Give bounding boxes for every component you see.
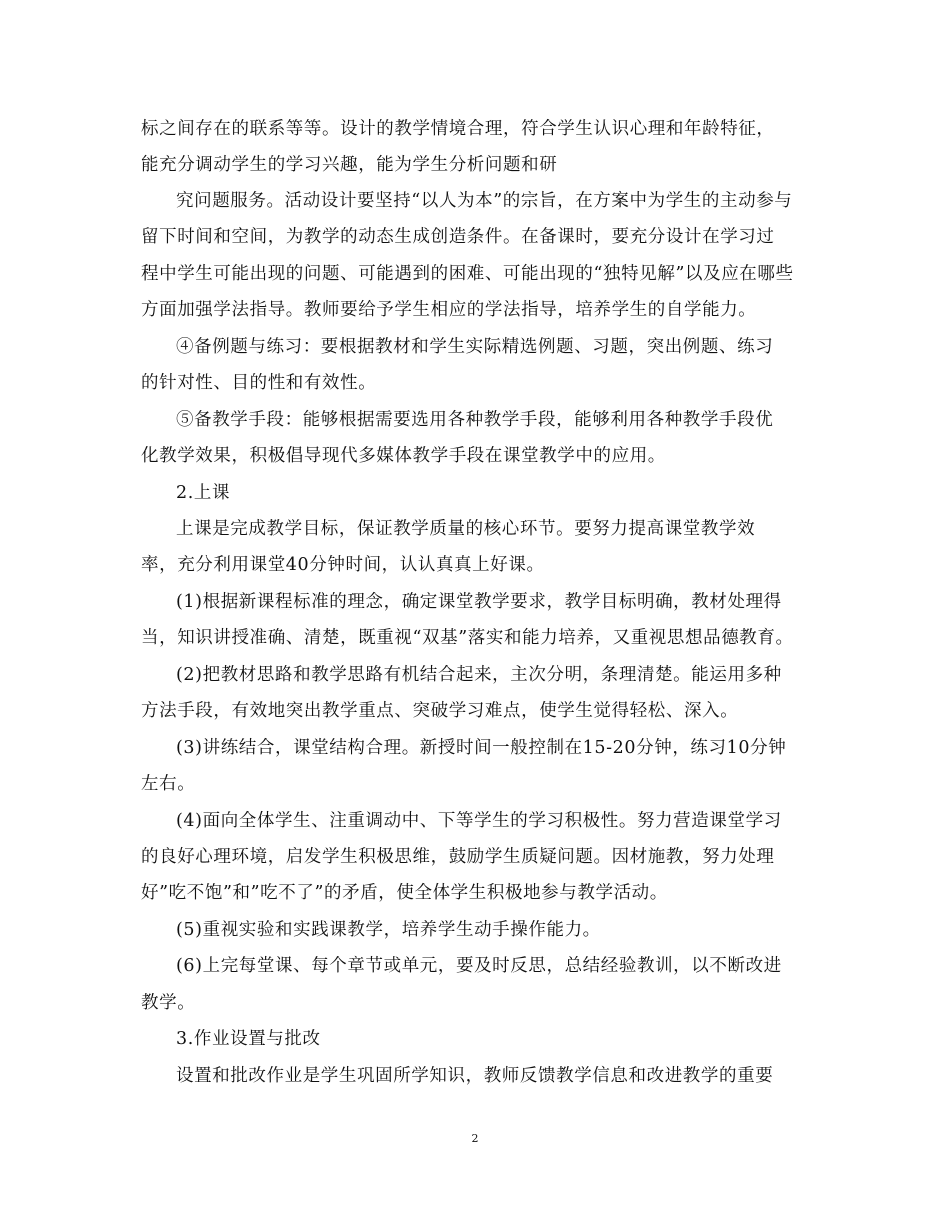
text-line: ⑤备教学手段：能够根据需要选用各种教学手段，能够利用各种教学手段优 — [176, 410, 774, 430]
text-line: 程中学生可能出现的问题、可能遇到的困难、可能出现的“独特见解”以及应在哪些 — [141, 264, 794, 284]
text-line: (6)上完每堂课、每个章节或单元，要及时反思，总结经验教训，以不断改进 — [176, 956, 782, 976]
text-line: (5)重视实验和实践课教学，培养学生动手操作能力。 — [176, 920, 601, 940]
text-line: 率，充分利用课堂40分钟时间，认认真真上好课。 — [141, 555, 545, 575]
text-line: 教学。 — [141, 993, 196, 1013]
section-heading: 3.作业设置与批改 — [176, 1029, 321, 1049]
text-line: 留下时间和空间，为教学的动态生成创造条件。在备课时，要充分设计在学习过 — [141, 227, 775, 247]
text-line: 好”吃不饱”和”吃不了”的矛盾，使全体学生积极地参与教学活动。 — [141, 883, 668, 903]
text-line: (2)把教材思路和教学思路有机结合起来，主次分明，条理清楚。能运用多种 — [176, 665, 782, 685]
text-line: 上课是完成教学目标，保证教学质量的核心环节。要努力提高课堂教学效 — [176, 519, 756, 539]
text-line: 的针对性、目的性和有效性。 — [141, 373, 377, 393]
text-line: 究问题服务。活动设计要坚持“以人为本”的宗旨，在方案中为学生的主动参与 — [176, 191, 793, 211]
page-number: 2 — [471, 1132, 479, 1145]
text-line: 左右。 — [141, 774, 196, 794]
text-line: 化教学效果，积极倡导现代多媒体教学手段在课堂教学中的应用。 — [141, 446, 666, 466]
text-line: 的良好心理环境，启发学生积极思维，鼓励学生质疑问题。因材施教，努力处理 — [141, 847, 775, 867]
text-line: (1)根据新课程标准的理念，确定课堂教学要求，教学目标明确，教材处理得 — [176, 592, 782, 612]
text-line: 方面加强学法指导。教师要给予学生相应的学法指导，培养学生的自学能力。 — [141, 300, 757, 320]
text-line: (4)面向全体学生、注重调动中、下等学生的学习积极性。努力营造课堂学习 — [176, 811, 782, 831]
section-heading: 2.上课 — [176, 483, 231, 503]
text-line: 当，知识讲授准确、清楚，既重视“双基”落实和能力培养，又重视思想品德教育。 — [141, 628, 794, 648]
text-line: 设置和批改作业是学生巩固所学知识，教师反馈教学信息和改进教学的重要 — [176, 1066, 774, 1086]
text-line: 方法手段，有效地突出教学重点、突破学习难点，使学生觉得轻松、深入。 — [141, 701, 739, 721]
text-line: ④备例题与练习：要根据教材和学生实际精选例题、习题，突出例题、练习 — [176, 337, 774, 357]
text-line: (3)讲练结合，课堂结构合理。新授时间一般控制在15-20分钟，练习10分钟 — [176, 738, 787, 758]
text-line: 标之间存在的联系等等。设计的教学情境合理，符合学生认识心理和年龄特征， — [141, 119, 775, 139]
text-line: 能充分调动学生的学习兴趣，能为学生分析问题和研 — [141, 155, 558, 175]
